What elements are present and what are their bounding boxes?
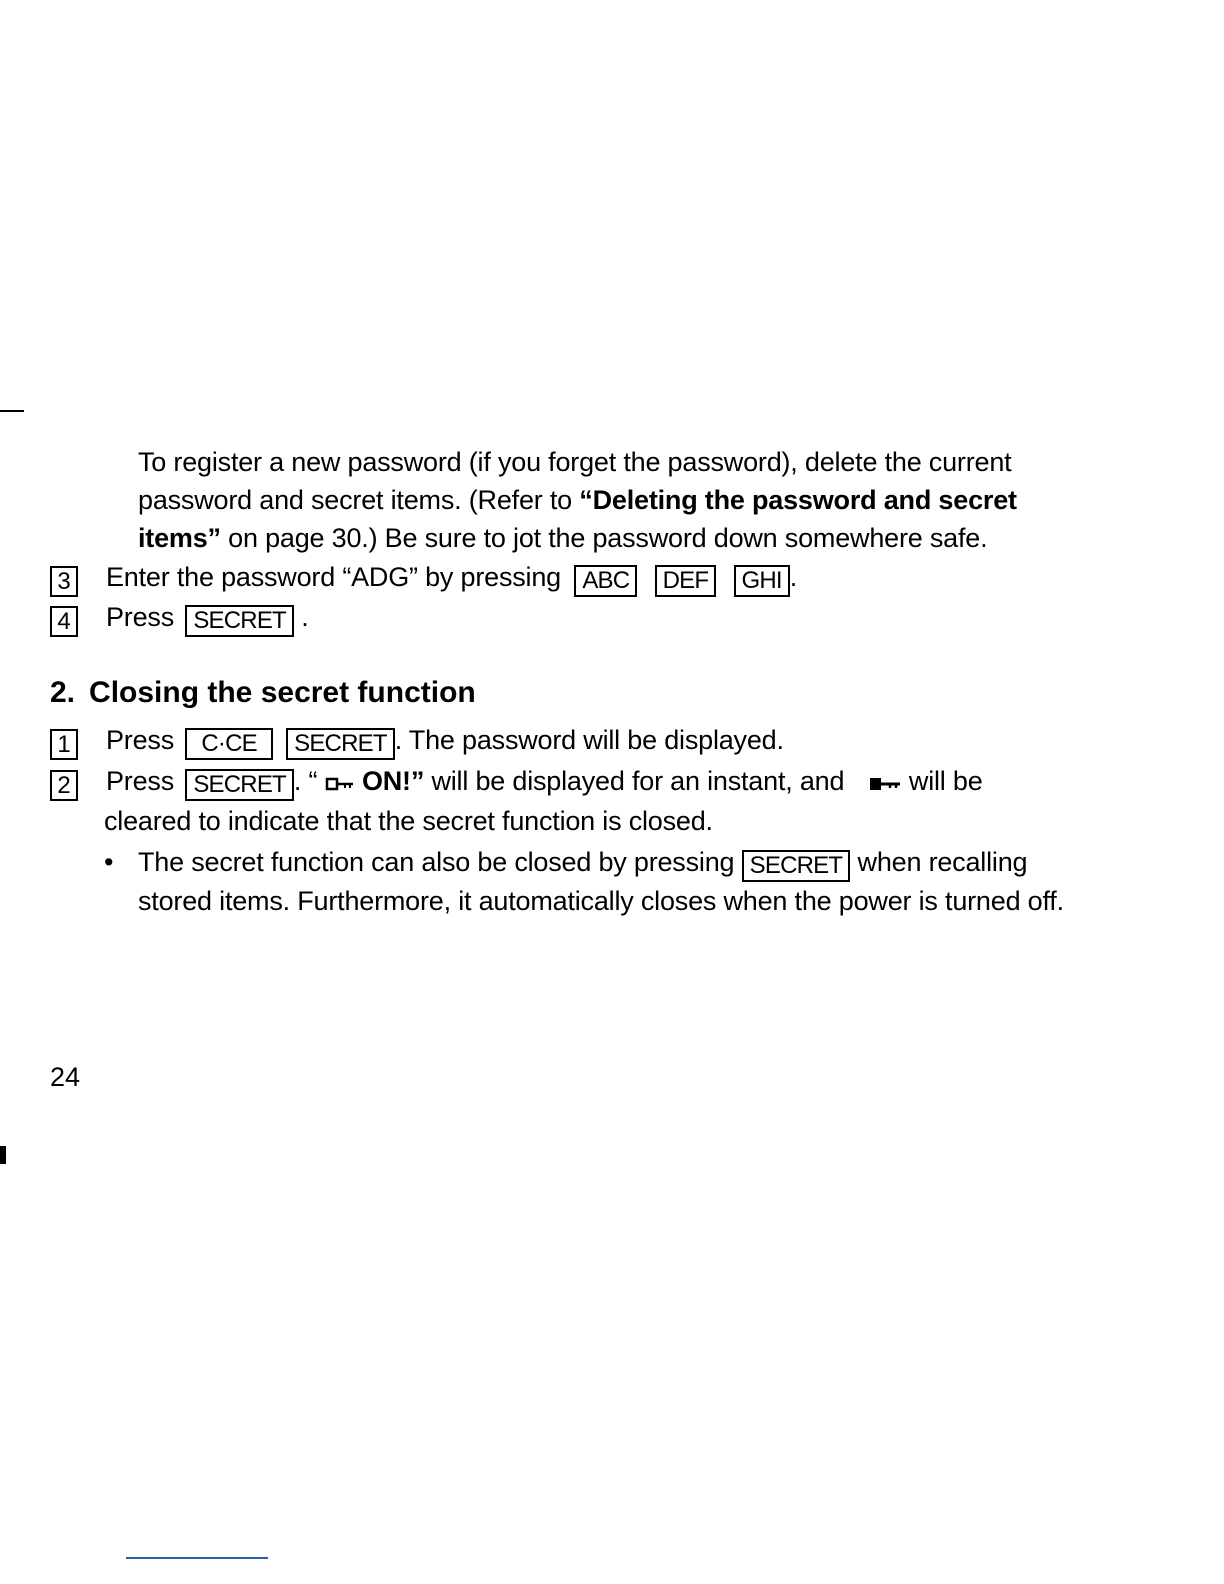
step-number: 1 <box>50 729 78 760</box>
key-secret: SECRET <box>185 605 294 637</box>
bullet-dot: • <box>104 847 114 877</box>
step-text-after: . The password will be displayed. <box>394 725 784 755</box>
bullet-text <box>138 843 1094 920</box>
key-secret: SECRET <box>286 728 395 760</box>
on-display-text: ON!” <box>361 766 425 796</box>
key-def: DEF <box>655 565 717 597</box>
scan-edge-mark <box>0 410 24 412</box>
key-secret: SECRET <box>742 850 851 882</box>
step-text: Press <box>106 766 175 796</box>
step-text: Enter the password “ADG” by pressing <box>106 562 561 592</box>
key-abc: ABC <box>574 565 637 597</box>
open-key-icon <box>325 764 355 802</box>
section-number: 2. <box>50 676 76 709</box>
step-4 <box>50 598 1100 636</box>
page-number: 24 <box>50 1062 81 1092</box>
step-text-end: will be <box>901 766 983 796</box>
step-number: 3 <box>50 566 78 597</box>
step-end: . <box>789 562 798 592</box>
scan-edge-mark <box>0 1146 6 1164</box>
intro-paragraph <box>138 443 1098 557</box>
step-1 <box>50 721 1100 759</box>
bullet-note <box>104 843 1094 920</box>
step-number: 2 <box>50 770 78 801</box>
step-text: Press <box>106 725 175 755</box>
step-2 <box>50 762 1100 800</box>
step-3 <box>50 558 1100 596</box>
closed-key-icon <box>868 764 902 802</box>
step-2-continuation: cleared to indicate that the secret function is closed. <box>104 806 713 836</box>
step-end: . <box>301 602 309 632</box>
bullet-text-after: when recalling stored items. Furthermore, it automatically closes when the power is turned off. <box>138 847 1064 916</box>
section-title: Closing the secret function <box>89 676 476 709</box>
key-ghi: GHI <box>734 565 790 597</box>
bullet-text-before: The secret function can also be closed by pressing <box>138 847 735 877</box>
step-number: 4 <box>50 606 78 637</box>
step-text: Press <box>106 602 175 632</box>
key-secret: SECRET <box>185 769 294 801</box>
scan-edge-mark <box>126 1557 268 1559</box>
key-c-ce: C·CE <box>185 728 272 760</box>
quote-open: . “ <box>293 766 318 796</box>
section-heading <box>50 676 476 710</box>
intro-text: To register a new password (if you forget the password), delete the current password and secret items. (Refer to <box>138 447 1012 515</box>
intro-text-end: on page 30.) Be sure to jot the password down somewhere safe. <box>220 523 988 553</box>
intro-bold-reference: “Deleting the password and secret items” <box>138 485 1017 553</box>
step-text-middle: will be displayed for an instant, and <box>424 766 845 796</box>
